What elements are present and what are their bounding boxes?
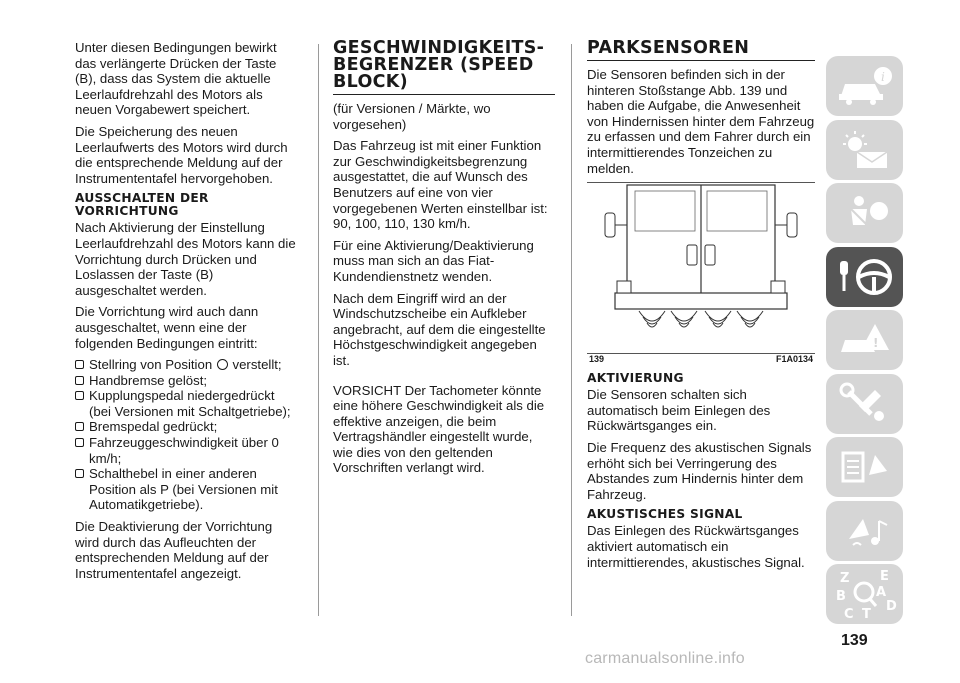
tab-service-tools[interactable] <box>826 374 903 434</box>
condition-list <box>75 357 297 513</box>
figure-code: F1A0134 <box>775 353 813 364</box>
paragraph: Nach dem Eingriff wird an der Windschutzscheibe ein Aufkleber angebracht, auf dem die eingestellte Höchstgeschwindigkeit angegeben ist. <box>333 290 546 368</box>
index-letter: Z <box>839 571 849 586</box>
index-letter: T <box>861 607 871 622</box>
index-letter: C <box>843 607 854 622</box>
index-letter: E <box>879 569 889 584</box>
column-divider <box>571 44 572 616</box>
tab-warning-lights[interactable] <box>826 120 903 180</box>
section-heading-aktivierung: AKTIVIERUNG <box>587 371 684 386</box>
car-warning-icon <box>835 318 895 362</box>
tab-airbag-seatbelt[interactable] <box>826 183 903 243</box>
tab-technical-data[interactable] <box>826 437 903 497</box>
tab-index[interactable] <box>826 564 903 624</box>
tab-multimedia[interactable] <box>826 501 903 561</box>
list-item: Schalthebel in einer anderen Position als P (bei Versionen mit Automatikgetriebe). <box>75 466 297 513</box>
technical-data-icon <box>835 445 895 489</box>
service-tools-icon <box>835 382 895 426</box>
tab-car-warning[interactable] <box>826 310 903 370</box>
car-info-icon <box>835 64 895 108</box>
section-heading-parksensoren: PARKSENSOREN <box>587 40 815 61</box>
paragraph: Die Vorrichtung wird auch dann ausgeschaltet, wenn eine der folgenden Bedingungen eintritt: <box>75 304 259 351</box>
chapter-tabs <box>826 56 903 628</box>
paragraph: Unter diesen Bedingungen bewirkt das verlängerte Drücken der Taste (B), dass das System die aktuelle Leerlaufdrehzahl des Motors als neuen Vorgabewert speichert. <box>75 40 277 118</box>
list-item: Fahrzeuggeschwindigkeit über 0 km/h; <box>75 435 297 466</box>
section-heading-akustisches-signal: AKUSTISCHES SIGNAL <box>587 507 743 522</box>
section-heading-speed-block: GESCHWINDIGKEITS-BEGRENZER (SPEED BLOCK) <box>333 40 555 95</box>
list-item: Bremspedal gedrückt; <box>75 419 297 435</box>
svg-text:i: i <box>880 70 885 84</box>
paragraph: Das Fahrzeug ist mit einer Funktion zur Geschwindigkeitsbegrenzung ausgestattet, die auf Wunsch des Benutzers auf eine von vier vorgegebenen Werten einstellbar ist: 90, 100, 110, 130 km/h. <box>333 138 548 232</box>
tab-key-steering-wheel[interactable] <box>826 247 903 307</box>
paragraph: Die Sensoren schalten sich automatisch beim Einlegen des Rückwärtsganges ein. <box>587 387 771 434</box>
paragraph: (für Versionen / Märkte, wo vorgesehen) <box>333 101 491 132</box>
paragraph: Die Sensoren befinden sich in der hinteren Stoßstange Abb. 139 und haben die Aufgabe, die Anwesenheit von Hindernissen hinter dem Fahrzeug zu erfassen und dem Fahrer durch ein intermittierendes Tonzeichen zu melden. <box>587 67 815 176</box>
paragraph: Die Speicherung des neuen Leerlaufwerts des Motors wird durch die entsprechende Meldung auf der Instrumententafel hervorgehoben. <box>75 123 288 186</box>
list-item: Handbremse gelöst; <box>75 373 297 389</box>
column-left <box>75 40 297 587</box>
warning-lights-icon <box>835 128 895 172</box>
paragraph: Die Frequenz des akustischen Signals erhöht sich bei Verringerung des Abstandes zum Hindernis hinter dem Fahrzeug. <box>587 439 812 502</box>
airbag-seatbelt-icon <box>835 191 895 235</box>
list-item: Stellring von Position verstellt; <box>75 357 297 373</box>
column-right <box>587 40 815 576</box>
figure-139 <box>587 182 815 364</box>
paragraph: Die Deaktivierung der Vorrichtung wird durch das Aufleuchten der entsprechenden Meldung auf der Instrumententafel angezeigt. <box>75 519 273 581</box>
column-divider <box>318 44 319 616</box>
index-letter: A <box>875 585 886 600</box>
multimedia-icon <box>835 509 895 553</box>
watermark: carmanualsonline.info <box>585 650 745 667</box>
index-letter: B <box>835 589 846 604</box>
van-rear-illustration <box>587 183 815 353</box>
page-number: 139 <box>841 632 868 649</box>
paragraph: Für eine Aktivierung/Deaktivierung muss man sich an das Fiat-Kundendienstnetz wenden. <box>333 237 534 284</box>
svg-text:!: ! <box>872 336 878 350</box>
section-heading-ausschalten: AUSSCHALTEN DER VORRICHTUNG <box>75 191 209 219</box>
list-item: Kupplungspedal niedergedrückt (bei Versionen mit Schaltgetriebe); <box>75 388 297 419</box>
figure-number: 139 <box>589 353 605 364</box>
key-steering-wheel-icon <box>834 255 896 299</box>
paragraph: Nach Aktivierung der Einstellung Leerlaufdrehzahl des Motors kann die Vorrichtung durch Drücken und Loslassen der Taste (B) ausgeschaltet werden. <box>75 220 296 298</box>
ring-position-icon <box>217 359 228 370</box>
tab-car-info[interactable] <box>826 56 903 116</box>
index-icon <box>830 566 900 622</box>
index-letter: D <box>885 599 897 614</box>
caution-note: VORSICHT Der Tachometer könnte eine höhere Geschwindigkeit als die effektive anzeigen, die beim Vertragshändler eingestellt wurde, wie dies von den geltenden Vorschriften verlangt wird. <box>333 382 545 476</box>
column-middle <box>333 40 555 482</box>
paragraph: Das Einlegen des Rückwärtsganges aktiviert automatisch ein intermittierendes, akustisches Signal. <box>587 523 805 570</box>
